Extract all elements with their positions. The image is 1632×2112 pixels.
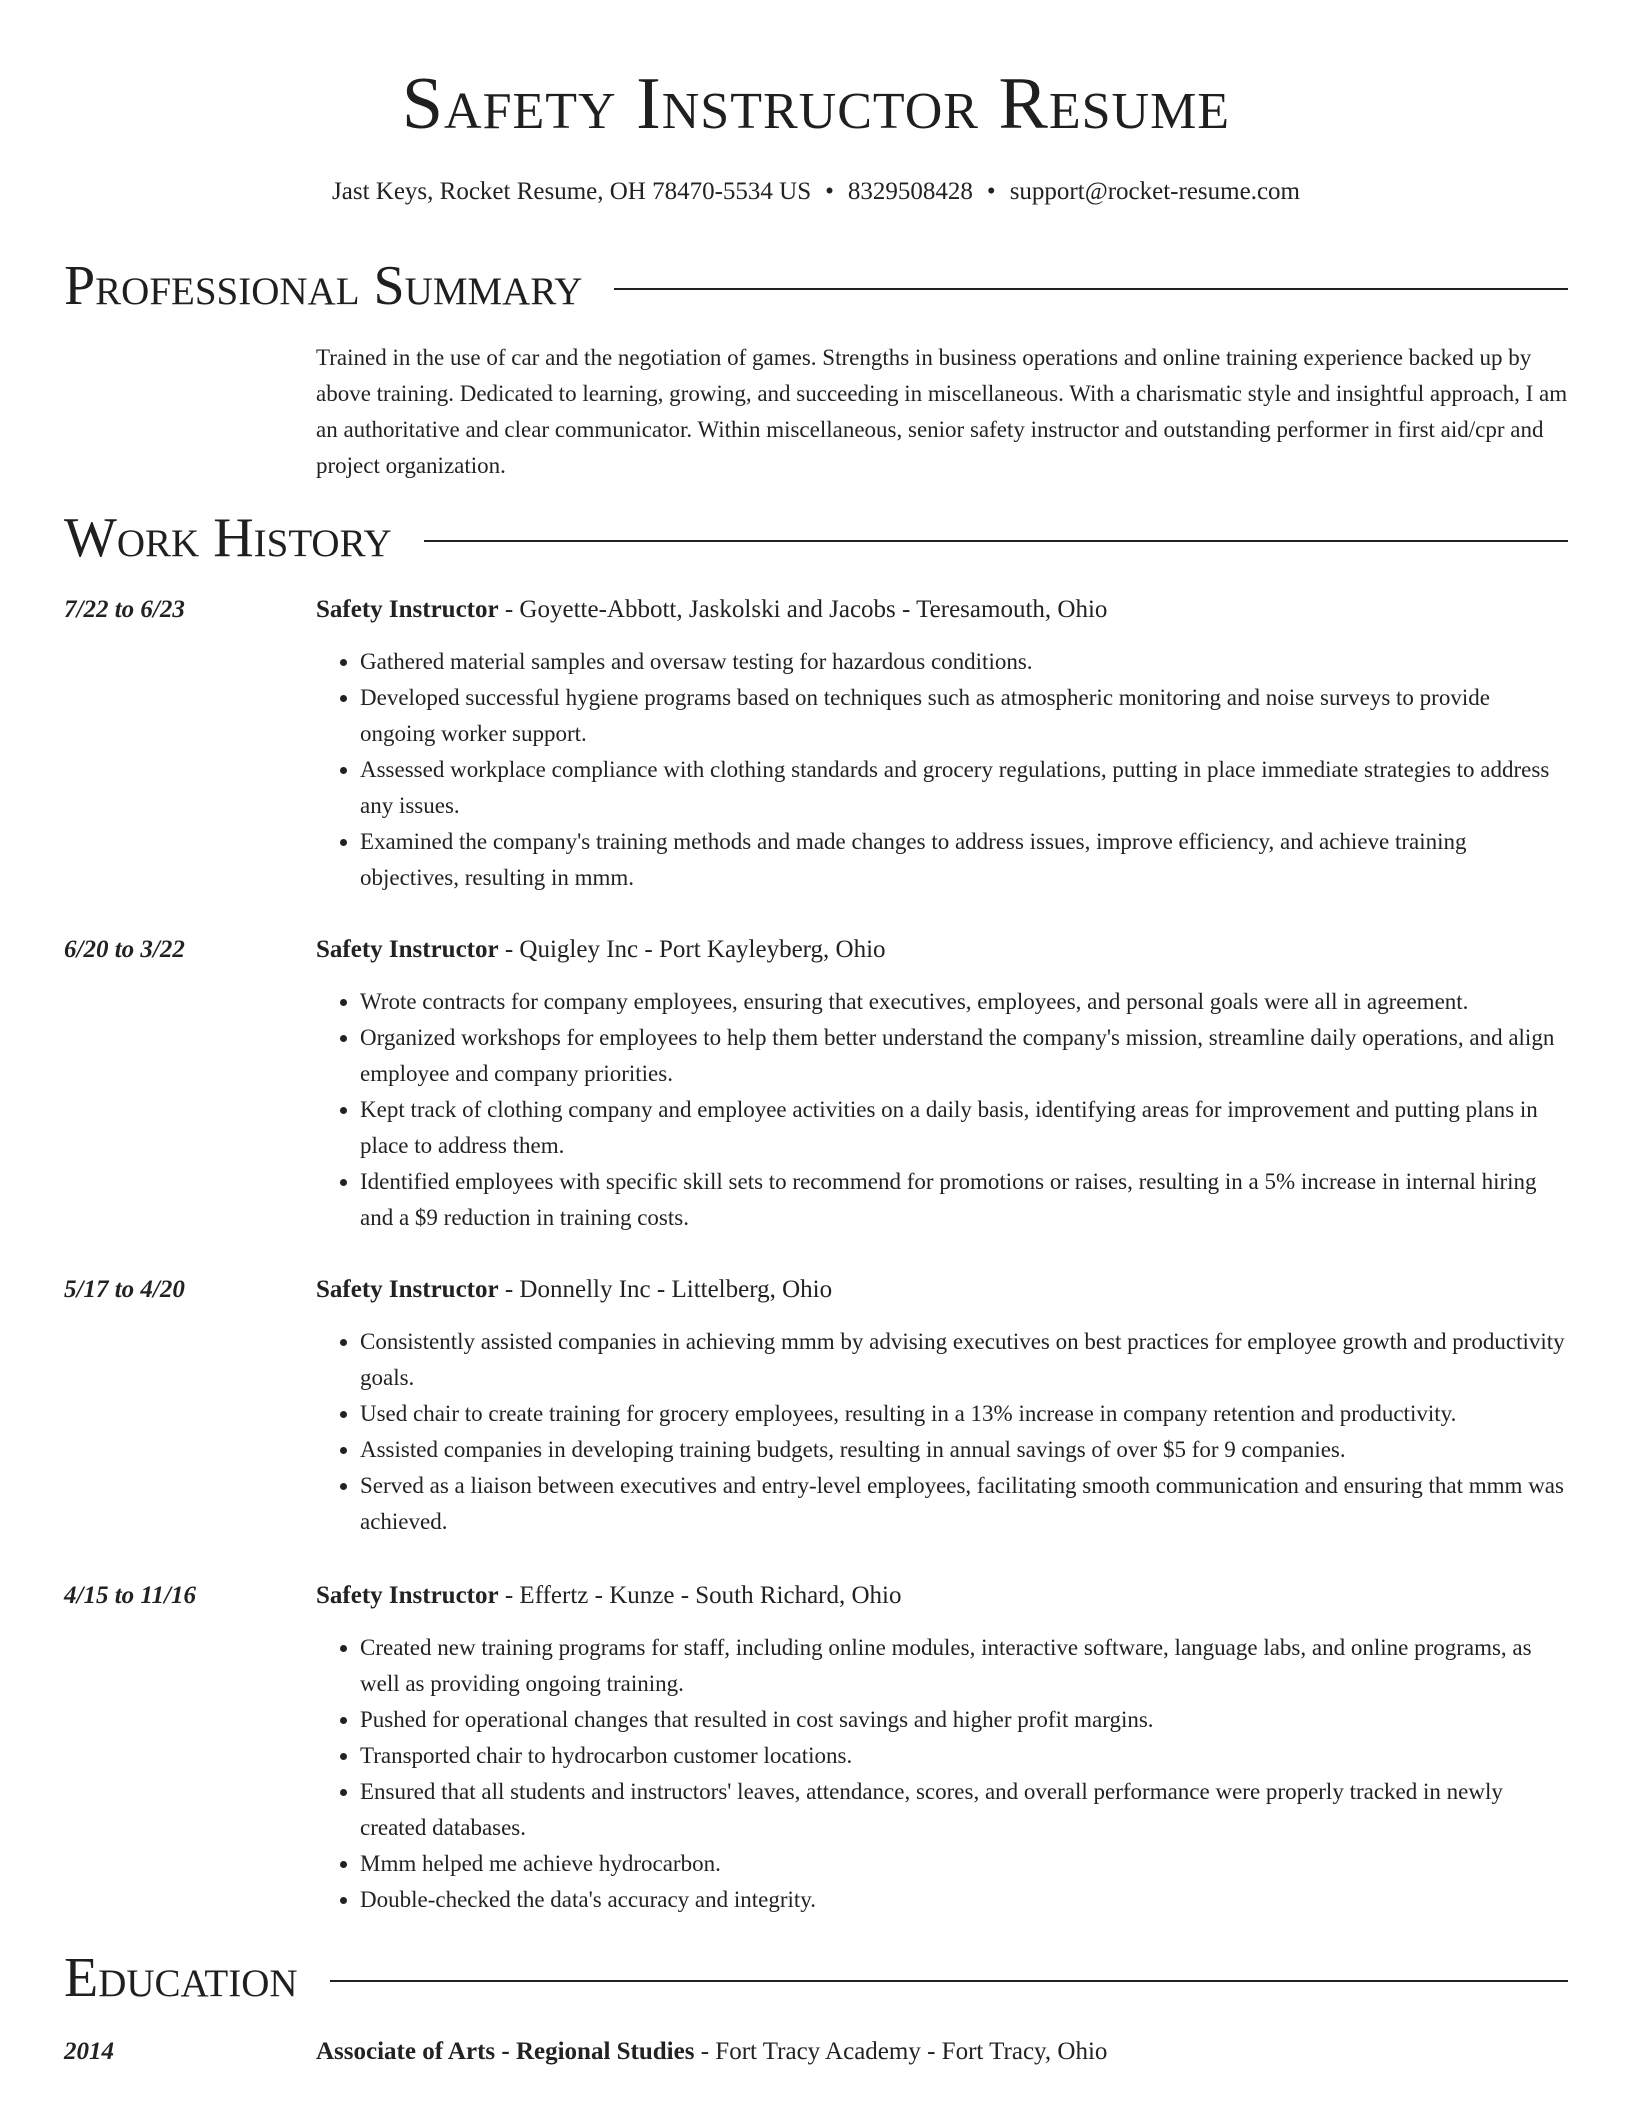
job-bullets bbox=[316, 984, 1568, 1236]
job-bullets bbox=[316, 1630, 1568, 1918]
job-bullet: • Consistently assisted companies in achieving mmm by advising executives on best practices for employee growth and productivity goals. bbox=[360, 1324, 1568, 1396]
work-heading: Work History bbox=[64, 507, 392, 569]
job-bullet: • Examined the company's training methods and made changes to address issues, improve efficiency, and achieve training objectives, resulting in mmm. bbox=[360, 824, 1568, 896]
work-section-heading bbox=[64, 506, 1568, 570]
summary-heading: Professional Summary bbox=[64, 255, 583, 317]
job-title: Safety Instructor bbox=[316, 1276, 499, 1303]
job-header bbox=[316, 1274, 832, 1306]
summary-text: Trained in the use of car and the negotiation of games. Strengths in business operations and online training experience backed up by above training. Dedicated to learning, growing, and succeeding in miscellaneous. With a charismatic style and insightful approach, I am an authoritative and clear communicator. Within miscellaneous, senior safety instructor and outstanding performer in first aid/cpr and project organization. bbox=[316, 345, 1568, 478]
job-bullets bbox=[316, 1324, 1568, 1540]
job-bullet: • Served as a liaison between executives and entry-level employees, facilitating smooth communication and ensuring that mmm was achieved. bbox=[360, 1468, 1568, 1540]
job-employer: - Goyette-Abbott, Jaskolski and Jacobs - Teresamouth, Ohio bbox=[498, 596, 1108, 623]
contact-separator: • bbox=[825, 178, 834, 205]
job-bullet: • Mmm helped me achieve hydrocarbon. bbox=[360, 1846, 1568, 1882]
summary-section-heading bbox=[64, 254, 1568, 318]
contact-line bbox=[0, 176, 1632, 208]
job-title: Safety Instructor bbox=[316, 936, 499, 963]
job-employer: - Effertz - Kunze - South Richard, Ohio bbox=[498, 1582, 902, 1609]
job-dates: 7/22 to 6/23 bbox=[64, 596, 185, 623]
contact-separator: • bbox=[986, 178, 996, 205]
contact-address: Jast Keys, Rocket Resume, OH 78470-5534 US bbox=[332, 178, 812, 205]
job-bullet: • Ensured that all students and instructors' leaves, attendance, scores, and overall performance were properly tracked in newly created databases. bbox=[360, 1774, 1568, 1846]
job-bullet: • Kept track of clothing company and employee activities on a daily basis, identifying areas for improvement and putting plans in place to address them. bbox=[360, 1092, 1568, 1164]
job-bullets bbox=[316, 644, 1568, 896]
job-bullet: • Double-checked the data's accuracy and integrity. bbox=[360, 1882, 1568, 1918]
job-bullet: • Developed successful hygiene programs based on techniques such as atmospheric monitoring and noise surveys to provide ongoing worker support. bbox=[360, 680, 1568, 752]
job-dates: 4/15 to 11/16 bbox=[64, 1582, 196, 1609]
contact-email: support@rocket-resume.com bbox=[1009, 178, 1300, 205]
education-heading: Education bbox=[64, 1947, 298, 2009]
job-employer: - Donnelly Inc - Littelberg, Ohio bbox=[498, 1276, 833, 1303]
education-header bbox=[316, 2036, 1107, 2068]
education-section-heading bbox=[64, 1946, 1568, 2010]
job-bullet: • Transported chair to hydrocarbon customer locations. bbox=[360, 1738, 1568, 1774]
job-bullet: • Created new training programs for staff, including online modules, interactive software, language labs, and online programs, as well as providing ongoing training. bbox=[360, 1630, 1568, 1702]
job-bullet: • Organized workshops for employees to help them better understand the company's mission, streamline daily operations, and align employee and company priorities. bbox=[360, 1020, 1568, 1092]
section-divider bbox=[330, 1980, 1568, 1982]
job-header bbox=[316, 934, 886, 966]
job-title: Safety Instructor bbox=[316, 1582, 499, 1609]
job-bullet: • Assisted companies in developing training budgets, resulting in annual savings of over $5 for 9 companies. bbox=[360, 1432, 1568, 1468]
education-degree: Associate of Arts - Regional Studies bbox=[316, 2038, 695, 2065]
job-dates: 5/17 to 4/20 bbox=[64, 1276, 185, 1303]
education-year: 2014 bbox=[64, 2038, 114, 2065]
section-divider bbox=[614, 288, 1568, 290]
job-bullet: • Assessed workplace compliance with clothing standards and grocery regulations, putting in place immediate strategies to address any issues. bbox=[360, 752, 1568, 824]
job-title: Safety Instructor bbox=[316, 596, 499, 623]
job-employer: - Quigley Inc - Port Kayleyberg, Ohio bbox=[498, 936, 886, 963]
contact-phone: 8329508428 bbox=[847, 178, 973, 205]
job-bullet: • Used chair to create training for grocery employees, resulting in a 13% increase in company retention and productivity. bbox=[360, 1396, 1568, 1432]
job-bullet: • Gathered material samples and oversaw testing for hazardous conditions. bbox=[360, 644, 1568, 680]
education-school: - Fort Tracy Academy - Fort Tracy, Ohio bbox=[694, 2038, 1108, 2065]
job-bullet: • Wrote contracts for company employees, ensuring that executives, employees, and personal goals were all in agreement. bbox=[360, 984, 1568, 1020]
job-header bbox=[316, 594, 1107, 626]
job-bullet: • Pushed for operational changes that resulted in cost savings and higher profit margins. bbox=[360, 1702, 1568, 1738]
job-header bbox=[316, 1580, 902, 1612]
section-divider bbox=[424, 540, 1568, 542]
resume-title: Safety Instructor Resume bbox=[401, 63, 1231, 145]
job-bullet: • Identified employees with specific skill sets to recommend for promotions or raises, resulting in a 5% increase in internal hiring and a $9 reduction in training costs. bbox=[360, 1164, 1568, 1236]
job-dates: 6/20 to 3/22 bbox=[64, 936, 185, 963]
